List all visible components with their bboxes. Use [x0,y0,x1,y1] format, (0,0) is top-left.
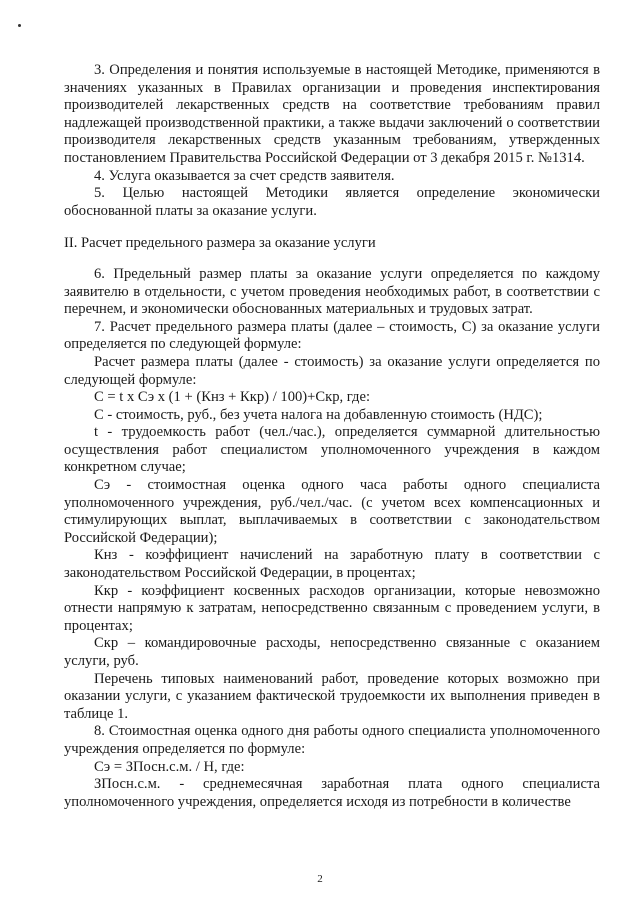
formula-cost: С = t х Сэ х (1 + (Кнз + Ккр) / 100)+Скр, где: [94,389,371,406]
definition-kkr: Ккр - коэффициент косвенных расходов организации, которые невозможно отнести напрямую к затратам, непосредственно связанным с проведением услуги, в процентах; [64,582,600,634]
paragraph-6: 6. Предельный размер платы за оказание услуги определяется по каждому заявителю в отдельности, с учетом проведения необходимых работ, в соответствии с перечнем, и экономически обоснованных материальных и трудовых затрат. [64,265,600,318]
formula-ce: Сэ = ЗПосн.с.м. / Н, где: [94,758,245,775]
definition-skr: Скр – командировочные расходы, непосредственно связанные с оказанием услуги, руб. [64,635,600,669]
definition-ce: Сэ - стоимостная оценка одного часа работы одного специалиста уполномоченного учреждения, руб./чел./час. (с учетом всех компенсационных и стимулирующих выплат, выплачиваемых в соответствии с законодательством Российской Федерации); [64,477,600,546]
definition-c: С - стоимость, руб., без учета налога на добавленную стоимость (НДС); [94,406,543,423]
definition-t: t - трудоемкость работ (чел./час.), определяется суммарной длительностью осуществления работ специалистом уполномоченного учреждения в каждом конкретном случае; [64,424,600,476]
paragraph-7: 7. Расчет предельного размера платы (далее – стоимость, С) за оказание услуги определяется по следующей формуле: [64,318,600,353]
document-page [64,62,600,811]
section-heading: II. Расчет предельного размера за оказание услуги [64,235,376,252]
definition-knz: Кнз - коэффициент начислений на заработную плату в соответствии с законодательством Российской Федерации, в процентах; [64,547,600,582]
paragraph-5: 5. Целью настоящей Методики является определение экономически обоснованной платы за оказание услуги. [64,185,600,219]
paragraph-3: 3. Определения и понятия используемые в настоящей Методике, применяются в значениях указанных в Правилах организации и проведения инспектирования производителей лекарственных средств на соответствие требованиям правил надлежащей производственной практики, а также выдачи заключений о соответствии производителя лекарственных средств указанным требованиям, утвержденных постановлением Правительства Российской Федерации от 3 декабря 2015 г. №1314. [64,62,600,166]
page-number: 2 [317,873,323,885]
works-list-text: Перечень типовых наименований работ, проведение которых возможно при оказании услуги, с указанием фактической трудоемкости их выполнения приведен в таблице 1. [64,670,600,722]
paragraph-8: 8. Стоимостная оценка одного дня работы одного специалиста уполномоченного учреждения определяется по формуле: [64,723,600,757]
scan-mark [18,24,21,27]
paragraph-4: 4. Услуга оказывается за счет средств заявителя. [94,167,395,184]
paragraph-7b: Расчет размера платы (далее - стоимость) за оказание услуги определяется по следующей формуле: [64,353,600,388]
definition-zp: ЗПосн.с.м. - среднемесячная заработная плата одного специалиста уполномоченного учреждения, определяется исходя из потребности в количестве [64,776,600,810]
